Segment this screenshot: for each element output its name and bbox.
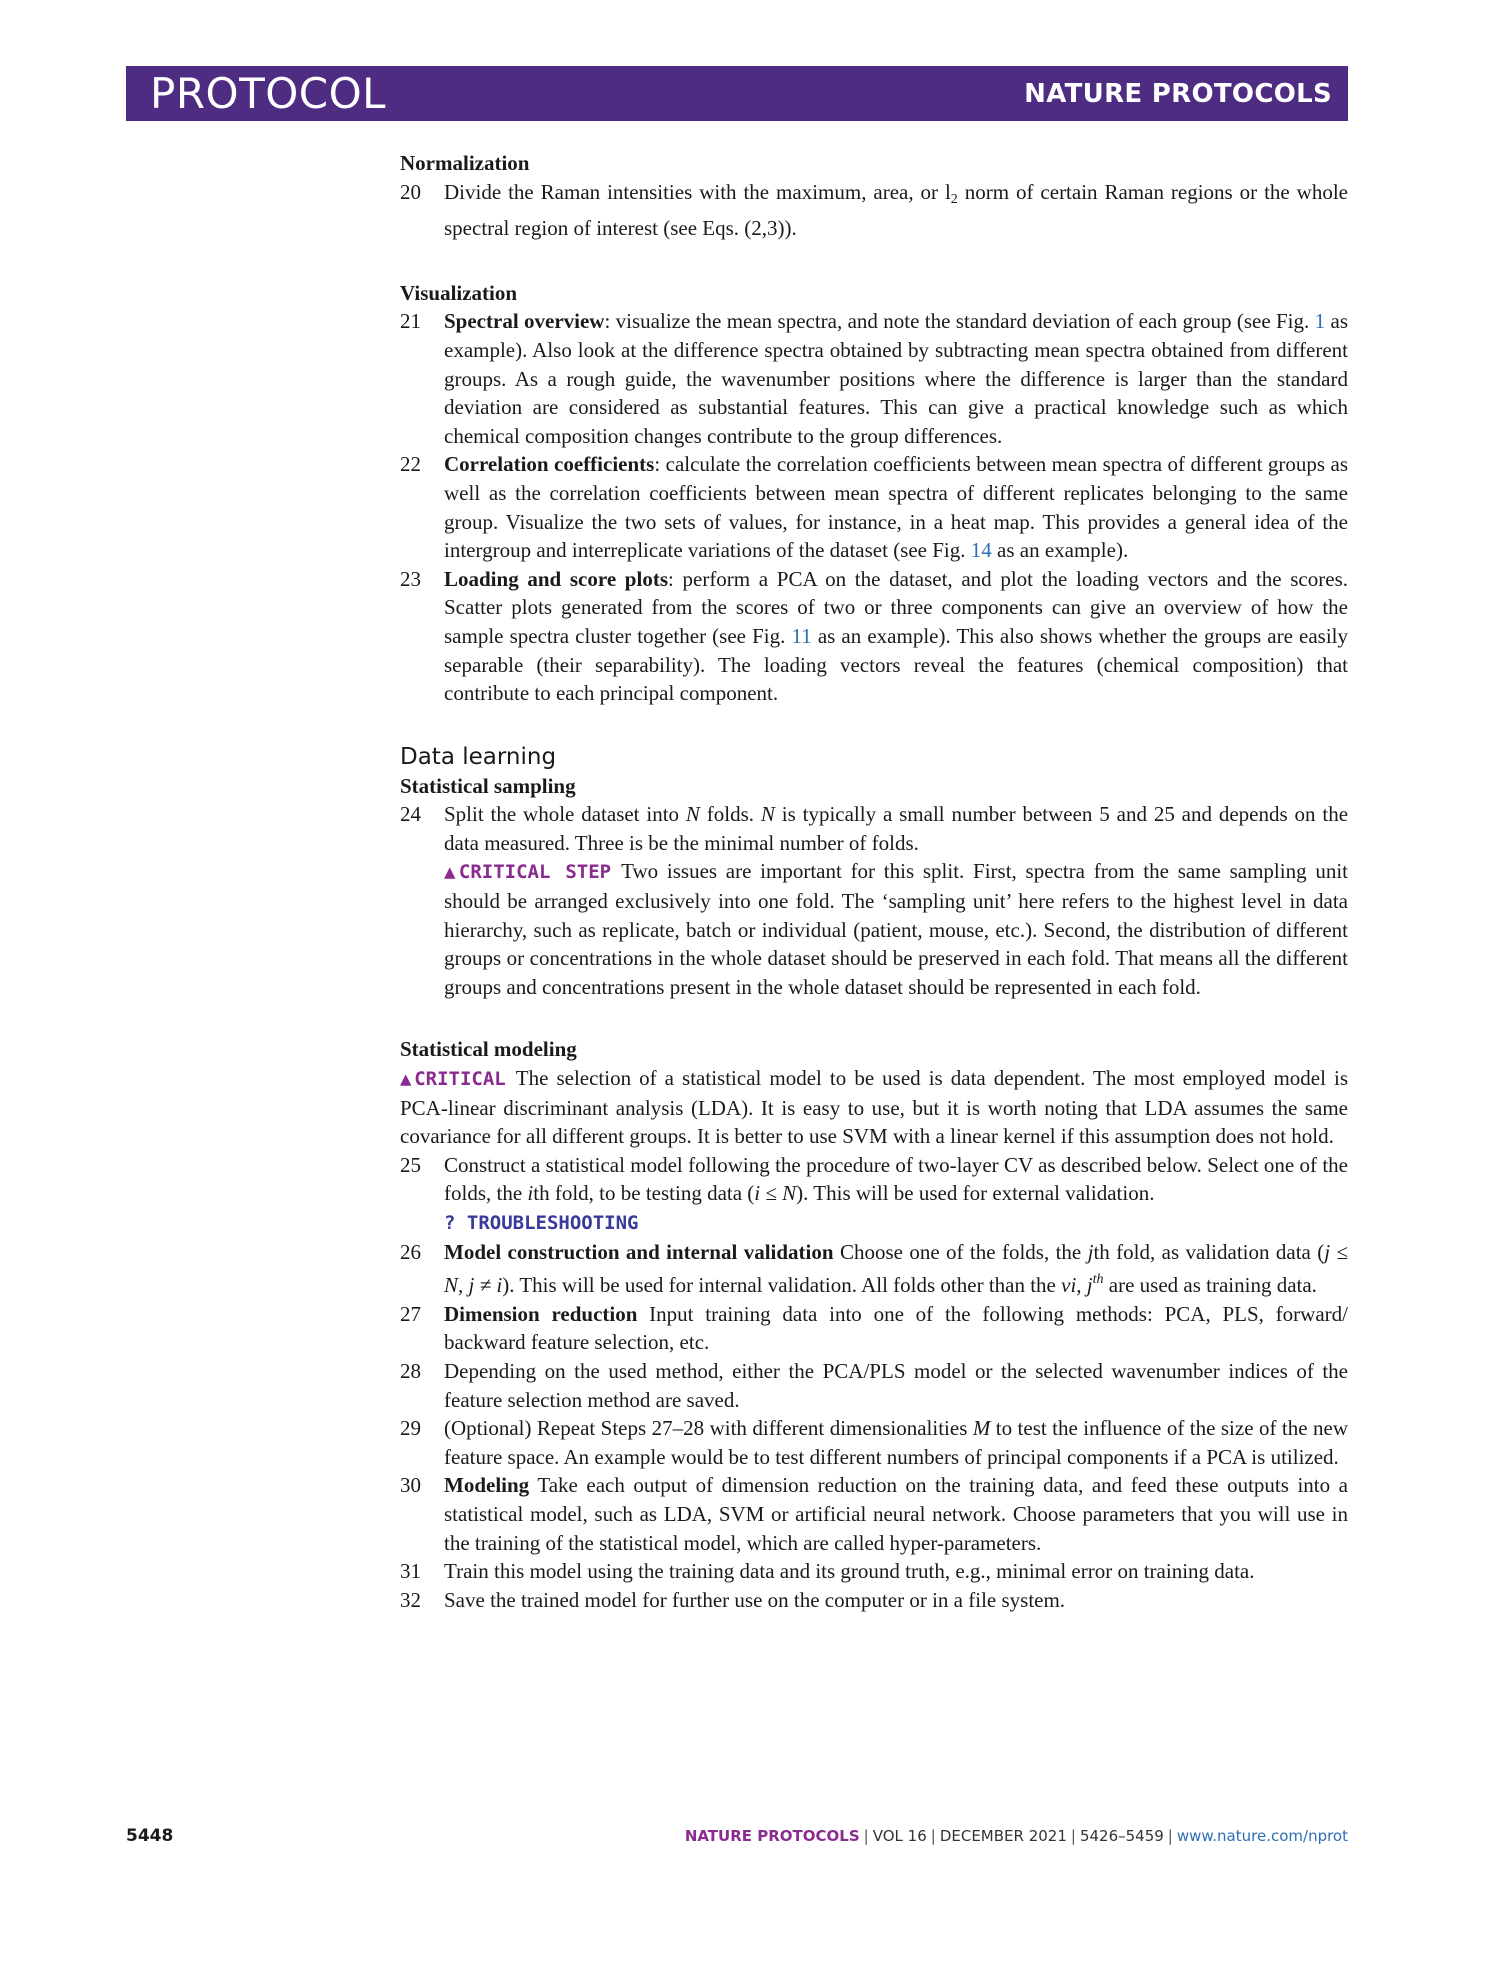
step-21 bbox=[400, 307, 1348, 450]
step-26 bbox=[400, 1238, 1348, 1300]
modeling-heading: Statistical modeling bbox=[400, 1037, 577, 1062]
critical-text: The selection of a statistical model to be used is data dependent. The most employed model is PCA-linear discriminant analysis (LDA). It is easy to use, but it is worth noting that LDA assumes the same covariance for all different groups. It is better to use SVM with a linear kernel if this assumption does not hold. bbox=[400, 1066, 1348, 1149]
step-number: 27 bbox=[400, 1301, 421, 1326]
step-number: 22 bbox=[400, 452, 421, 477]
step-text bbox=[444, 1414, 1348, 1471]
step-25 bbox=[400, 1151, 1348, 1238]
text-part: th fold, to be testing data ( bbox=[533, 1181, 755, 1206]
step-29 bbox=[400, 1414, 1348, 1471]
critical-step-label: ▲CRITICAL STEP bbox=[444, 861, 612, 884]
step-number: 31 bbox=[400, 1559, 421, 1584]
step-title: Model construction and internal validation bbox=[444, 1239, 834, 1264]
step-number: 30 bbox=[400, 1473, 421, 1498]
step-text bbox=[444, 307, 1348, 450]
text-part: (Optional) Repeat Steps 27–28 with different dimensionalities bbox=[444, 1416, 973, 1441]
step-31 bbox=[400, 1557, 1348, 1586]
text-part: is typically a small number between 5 and 25 and depends on the data measured. Three is be the minimal number of folds. bbox=[444, 802, 1349, 855]
text-part: as an example). bbox=[991, 538, 1129, 563]
text-part: Split the whole dataset into bbox=[444, 802, 686, 827]
footer-date: DECEMBER 2021 bbox=[939, 1827, 1067, 1845]
step-30 bbox=[400, 1471, 1348, 1557]
text-part: as an example). This also shows whether the groups are easily separable (their separability). The loading vectors reveal the features (chemical composition) that contribute to each principal component. bbox=[444, 623, 1348, 706]
step-number: 29 bbox=[400, 1416, 421, 1441]
critical-step-note bbox=[444, 857, 1348, 1001]
math-var: i bbox=[527, 1181, 534, 1206]
step-number: 24 bbox=[400, 802, 421, 827]
troubleshooting-link[interactable]: ? TROUBLESHOOTING bbox=[444, 1212, 639, 1234]
step-number: 28 bbox=[400, 1358, 421, 1383]
step-27 bbox=[400, 1300, 1348, 1357]
step-24 bbox=[400, 800, 1348, 1001]
text-part: Choose one of the folds, the bbox=[833, 1239, 1088, 1264]
footer-separator: | bbox=[1070, 1827, 1076, 1845]
step-22 bbox=[400, 450, 1348, 564]
text-part: : visualize the mean spectra, and note the standard deviation of each group (see Fig. bbox=[604, 309, 1315, 334]
section-label: PROTOCOL bbox=[150, 69, 387, 118]
article-body bbox=[400, 149, 1348, 1614]
text-part: as example). Also look at the difference spectra obtained by subtracting mean spectra obtained from different groups. As a rough guide, the wavenumber positions where the difference is larger than the standard deviation are considered as substantial features. This can give a practical knowledge such as which chemical composition changes contribute to the group differences. bbox=[444, 309, 1348, 448]
step-number: 26 bbox=[400, 1239, 421, 1264]
sampling-heading: Statistical sampling bbox=[400, 773, 576, 798]
critical-note bbox=[400, 1064, 1348, 1151]
step-text bbox=[444, 565, 1348, 708]
math-var: M bbox=[972, 1416, 991, 1441]
step-number: 32 bbox=[400, 1587, 421, 1612]
step-text bbox=[444, 1238, 1348, 1300]
step-number: 21 bbox=[400, 309, 421, 334]
footer-citation bbox=[685, 1827, 1348, 1845]
text-part: Input training data into one of the following methods: PCA, PLS, forward/ backward feature selection, etc. bbox=[444, 1301, 1348, 1355]
footer-url-link[interactable]: www.nature.com/nprot bbox=[1176, 1827, 1348, 1845]
step-text bbox=[444, 1471, 1348, 1557]
step-text: Depending on the used method, either the PCA/PLS model or the selected wavenumber indices of the feature selection method are saved. bbox=[444, 1358, 1348, 1412]
text-part: norm of certain Raman regions or the whole spectral region of interest (see Eqs. (2,3)). bbox=[444, 179, 1348, 241]
math-var: N bbox=[685, 802, 700, 827]
footer-journal: NATURE PROTOCOLS bbox=[684, 1827, 860, 1845]
step-text bbox=[444, 450, 1348, 564]
text-part: Divide the Raman intensities with the maximum, area, or l bbox=[444, 179, 951, 204]
text-part: are used as training data. bbox=[1103, 1273, 1317, 1298]
page-number: 5448 bbox=[126, 1826, 174, 1846]
text-part: Take each output of dimension reduction on the training data, and feed these outputs into a statistical model, such as LDA, SVM or artificial neural network. Choose parameters that you will use in the training of the statistical model, which are called hyper-parameters. bbox=[444, 1473, 1348, 1555]
step-text: Train this model using the training data and its ground truth, e.g., minimal error on training data. bbox=[444, 1559, 1255, 1584]
text-part: : perform a PCA on the dataset, and plot the loading vectors and the scores. Scatter plots generated from the scores of two or three components can give an overview of how the sample spectra cluster together (see Fig. bbox=[444, 566, 1348, 648]
text-part: to test the influence of the size of the new feature space. An example would be to test different numbers of principal components if a PCA is utilized. bbox=[444, 1416, 1348, 1469]
critical-step-text: Two issues are important for this split. First, spectra from the same sampling unit should be arranged exclusively into one fold. The ‘sampling unit’ here refers to the highest level in data hierarchy, such as replicate, batch or individual (patient, mouse, etc.). Second, the distribution of different groups or concentrations in the whole dataset should be preserved in each fold. That means all the different groups and concentrations present in the whole dataset should be represented in each fold. bbox=[444, 859, 1348, 999]
figure-link[interactable]: 14 bbox=[970, 538, 992, 563]
critical-label: ▲CRITICAL bbox=[400, 1068, 506, 1091]
text-part: ). This will be used for external validation. bbox=[796, 1181, 1155, 1206]
step-20 bbox=[400, 178, 1348, 243]
figure-link[interactable]: 11 bbox=[791, 623, 812, 648]
step-number: 25 bbox=[400, 1152, 421, 1177]
step-title: Modeling bbox=[444, 1473, 530, 1498]
normalization-heading: Normalization bbox=[400, 151, 530, 175]
step-number: 23 bbox=[400, 566, 421, 591]
text-part: : calculate the correlation coefficients between mean spectra of different groups as well as the correlation coefficients between mean spectra of different replicates belonging to the same group. Visualize the two sets of values, for instance, in a heat map. This provides a general idea of the intergroup and interreplicate variations of the dataset (see Fig. bbox=[444, 452, 1348, 563]
journal-label: NATURE PROTOCOLS bbox=[1024, 78, 1332, 109]
math-var: j bbox=[1087, 1239, 1094, 1264]
footer-separator: | bbox=[1167, 1827, 1173, 1845]
step-text bbox=[444, 800, 1348, 857]
step-title: Loading and score plots bbox=[444, 566, 668, 591]
data-learning-heading: Data learning bbox=[400, 743, 557, 770]
step-32 bbox=[400, 1586, 1348, 1615]
step-title: Correlation coefficients bbox=[444, 452, 655, 477]
footer-pages: 5426–5459 bbox=[1079, 1827, 1164, 1845]
step-text: Save the trained model for further use on the computer or in a file system. bbox=[444, 1587, 1066, 1612]
step-title: Dimension reduction bbox=[444, 1301, 638, 1326]
step-title: Spectral overview bbox=[444, 309, 605, 334]
step-number: 20 bbox=[400, 179, 421, 204]
subscript: 2 bbox=[950, 191, 958, 207]
footer-separator: | bbox=[930, 1827, 936, 1845]
troubleshooting-line bbox=[444, 1208, 1348, 1238]
text-part: th fold, as validation data ( bbox=[1093, 1239, 1325, 1264]
math-var: N bbox=[760, 802, 775, 827]
text-part: folds. bbox=[699, 802, 761, 827]
math-expr: i ≤ N bbox=[754, 1181, 797, 1206]
step-text bbox=[444, 178, 1348, 243]
footer-separator: | bbox=[863, 1827, 869, 1845]
text-part: Construct a statistical model following the procedure of two-layer CV as described below. Select one of the folds, the bbox=[444, 1152, 1348, 1206]
header-banner bbox=[126, 66, 1348, 121]
text-part: ). This will be used for internal validation. All folds other than the bbox=[502, 1273, 1062, 1298]
step-23 bbox=[400, 565, 1348, 708]
step-28 bbox=[400, 1357, 1348, 1414]
visualization-heading: Visualization bbox=[400, 280, 518, 305]
footer-volume: VOL 16 bbox=[872, 1827, 927, 1845]
step-text bbox=[444, 1151, 1348, 1208]
superscript: th bbox=[1092, 1272, 1104, 1288]
step-text bbox=[444, 1300, 1348, 1357]
figure-link[interactable]: 1 bbox=[1314, 309, 1326, 334]
math-expr: vi, j bbox=[1061, 1273, 1093, 1298]
math-expr: j ≤ N, j ≠ i bbox=[444, 1239, 1348, 1298]
